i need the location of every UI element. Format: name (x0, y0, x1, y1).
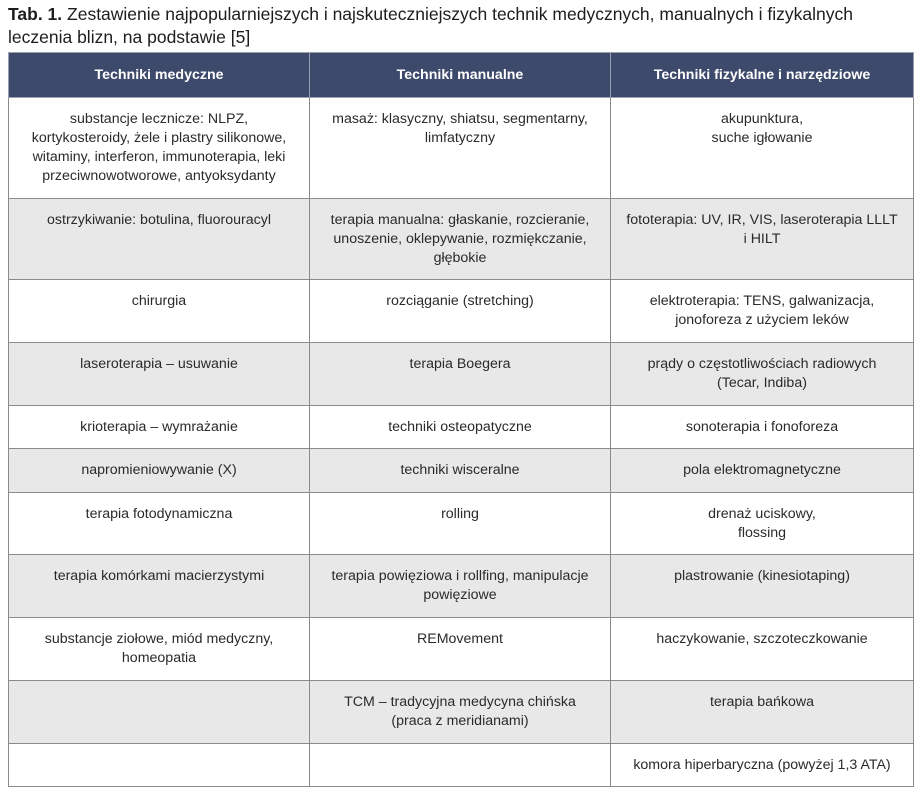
table-row (9, 199, 914, 280)
table-cell: REMovement (310, 618, 611, 681)
scar-treatment-techniques-table (8, 52, 914, 787)
table-cell: ostrzykiwanie: botulina, fluorouracyl (9, 199, 310, 280)
table-cell: terapia komórkami macierzystymi (9, 555, 310, 618)
table-body (9, 98, 914, 787)
caption-label: Tab. 1. (8, 4, 63, 24)
table-cell: laseroterapia – usuwanie (9, 343, 310, 406)
table-cell: sonoterapia i fonoforeza (611, 406, 914, 449)
table-cell: drenaż uciskowy, flossing (611, 493, 914, 555)
table-cell: terapia bańkowa (611, 681, 914, 744)
table-cell: substancje lecznicze: NLPZ, kortykosteroidy, żele i plastry silikonowe, witaminy, interferon, immunoterapia, leki przeciwnowotworowe, antyoksydanty (9, 98, 310, 199)
table-cell: rozciąganie (stretching) (310, 280, 611, 343)
table-cell: komora hiperbaryczna (powyżej 1,3 ATA) (611, 744, 914, 787)
table-row (9, 449, 914, 493)
table-row (9, 555, 914, 618)
table-cell: terapia manualna: głaskanie, rozcieranie, unoszenie, oklepywanie, rozmiękczanie, głębokie (310, 199, 611, 280)
table-cell: terapia fotodynamiczna (9, 493, 310, 555)
table-cell: elektroterapia: TENS, galwanizacja, jonoforeza z użyciem leków (611, 280, 914, 343)
header-medical-techniques: Techniki medyczne (9, 53, 310, 98)
table-row (9, 493, 914, 555)
header-row (9, 53, 914, 98)
table-row (9, 681, 914, 744)
table-row (9, 406, 914, 449)
table-cell: rolling (310, 493, 611, 555)
table-cell: fototerapia: UV, IR, VIS, laseroterapia LLLT i HILT (611, 199, 914, 280)
table-row (9, 343, 914, 406)
table-cell (310, 744, 611, 787)
header-manual-techniques: Techniki manualne (310, 53, 611, 98)
header-physical-techniques: Techniki fizykalne i narzędziowe (611, 53, 914, 98)
table-row (9, 618, 914, 681)
caption-text: Zestawienie najpopularniejszych i najskuteczniejszych technik medycznych, manualnych i fizykalnych leczenia blizn, na podstawie [5] (8, 4, 853, 47)
table-row (9, 744, 914, 787)
table-cell: TCM – tradycyjna medycyna chińska (praca z meridianami) (310, 681, 611, 744)
table-caption (8, 3, 918, 49)
table-cell: terapia Boegera (310, 343, 611, 406)
table-cell: masaż: klasyczny, shiatsu, segmentarny, limfatyczny (310, 98, 611, 199)
table-row (9, 98, 914, 199)
table-cell: pola elektromagnetyczne (611, 449, 914, 493)
table-cell: haczykowanie, szczoteczkowanie (611, 618, 914, 681)
table-cell (9, 744, 310, 787)
table-cell: plastrowanie (kinesiotaping) (611, 555, 914, 618)
table-row (9, 280, 914, 343)
table-cell: akupunktura, suche igłowanie (611, 98, 914, 199)
table-cell: krioterapia – wymrażanie (9, 406, 310, 449)
table-cell: napromieniowywanie (X) (9, 449, 310, 493)
table-header (9, 53, 914, 98)
table-cell: chirurgia (9, 280, 310, 343)
table-cell: techniki osteopatyczne (310, 406, 611, 449)
table-cell: techniki wisceralne (310, 449, 611, 493)
table-cell: terapia powięziowa i rollfing, manipulacje powięziowe (310, 555, 611, 618)
table-cell (9, 681, 310, 744)
table-cell: prądy o częstotliwościach radiowych (Tecar, Indiba) (611, 343, 914, 406)
table-cell: substancje ziołowe, miód medyczny, homeopatia (9, 618, 310, 681)
